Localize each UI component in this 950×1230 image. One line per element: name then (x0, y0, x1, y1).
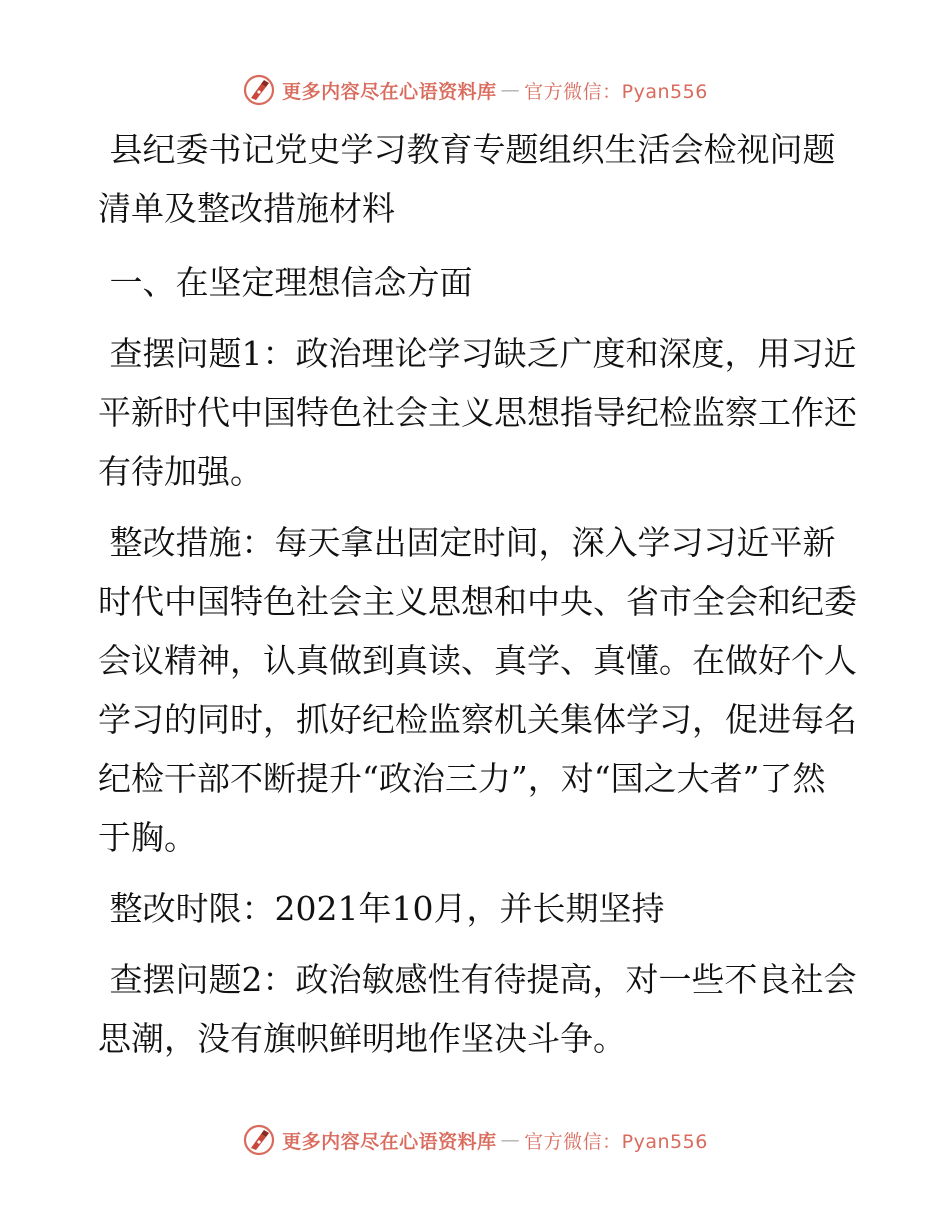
banner-main-text: 更多内容尽在心语资料库 (282, 80, 497, 103)
pen-nib-icon (242, 73, 276, 107)
document-body (98, 120, 858, 1080)
footer-banner (0, 1120, 950, 1160)
banner-wechat-text: 官方微信：Pyan556 (524, 80, 708, 103)
document-title: 县纪委书记党史学习教育专题组织生活会检视问题清单及整改措施材料 (98, 130, 836, 228)
banner-wechat-text: 官方微信：Pyan556 (524, 1130, 708, 1153)
pen-nib-icon (242, 1123, 276, 1157)
banner-separator: — (500, 1129, 521, 1151)
header-banner (0, 70, 950, 110)
banner-main-text: 更多内容尽在心语资料库 (282, 1130, 497, 1153)
banner-separator: — (500, 79, 521, 101)
section-heading: 一、在坚定理想信念方面 (109, 263, 473, 302)
measure-paragraph-1: 整改措施：每天拿出固定时间，深入学习习近平新时代中国特色社会主义思想和中央、省市全会和纪委会议精神，认真做到真读、真学、真懂。在做好个人学习的同时，抓好纪检监察机关集体学习，促进每名纪检干部不断提升“政治三力”，对“国之大者”了然于胸。 (98, 523, 857, 857)
problem-paragraph-1: 查摆问题1：政治理论学习缺乏广度和深度，用习近平新时代中国特色社会主义思想指导纪检监察工作还有待加强。 (98, 334, 857, 491)
problem-paragraph-2: 查摆问题2：政治敏感性有待提高，对一些不良社会思潮，没有旗帜鲜明地作坚决斗争。 (98, 960, 857, 1058)
deadline-paragraph-1: 整改时限：2021年10月，并长期坚持 (109, 889, 665, 928)
